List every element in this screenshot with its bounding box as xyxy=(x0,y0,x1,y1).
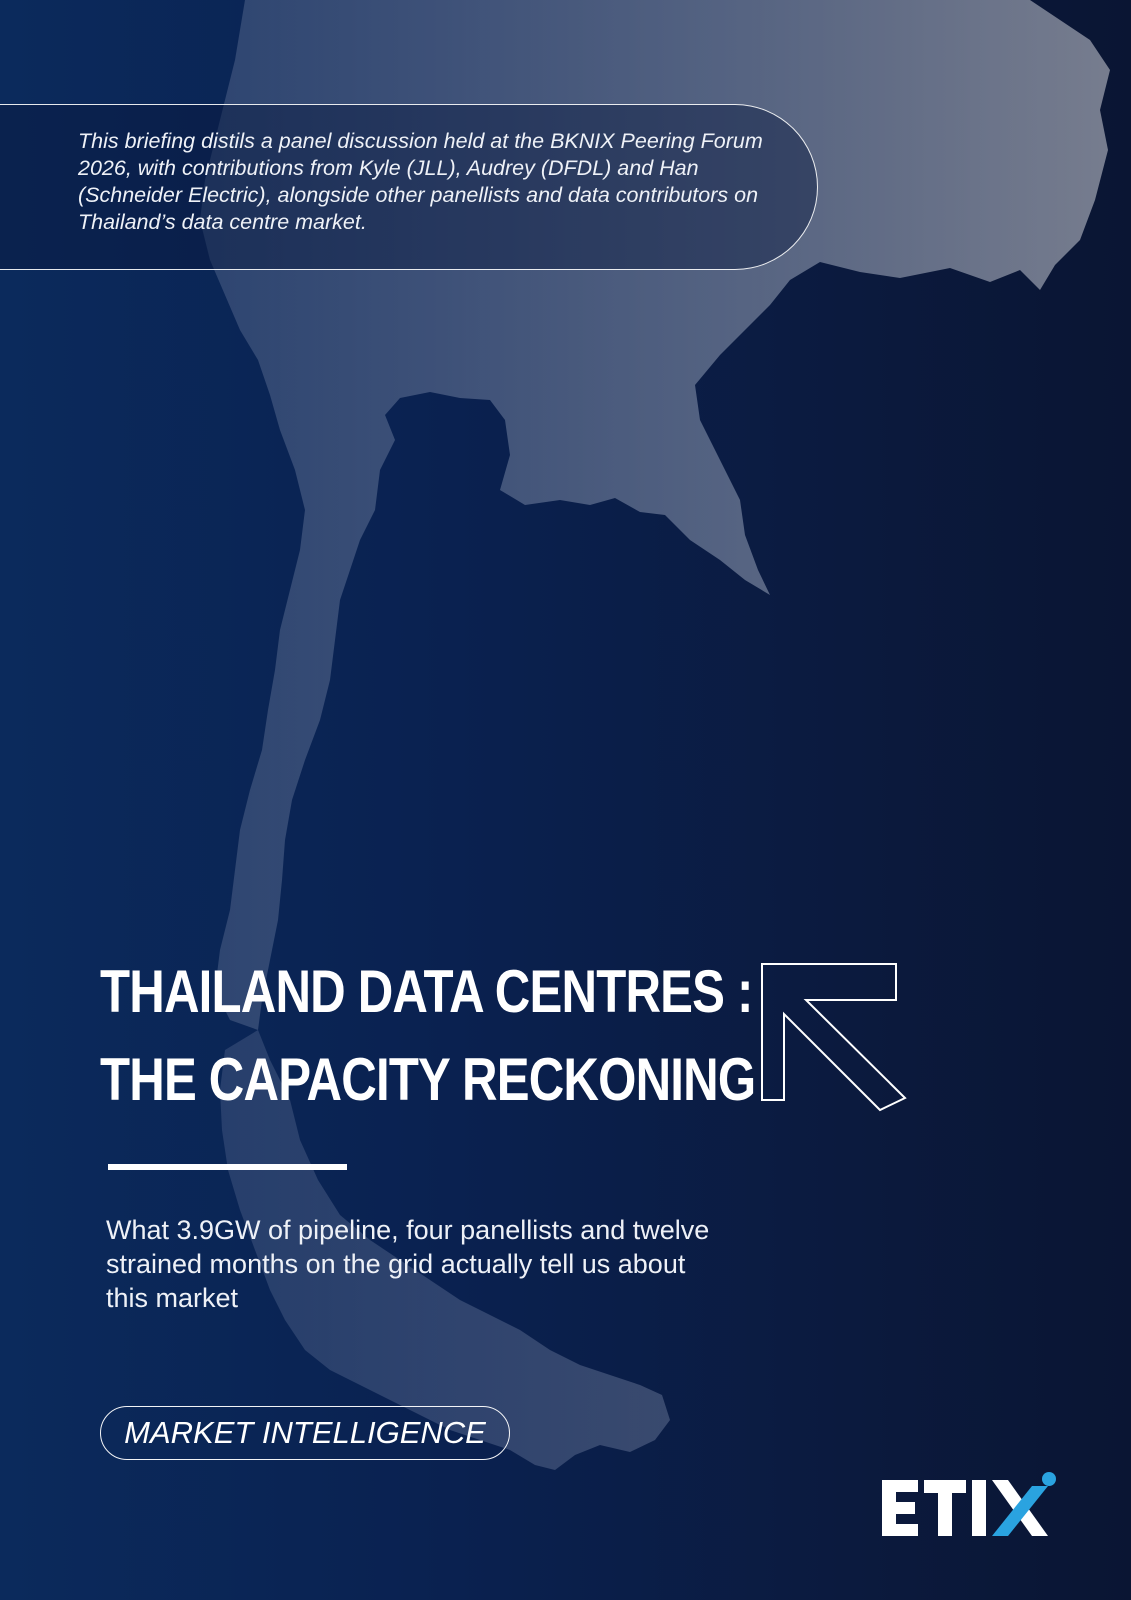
page-title xyxy=(100,948,756,1124)
title-line-1: THAILAND DATA CENTRES : xyxy=(100,958,753,1025)
category-tag-label: MARKET INTELLIGENCE xyxy=(124,1415,486,1450)
divider-rule xyxy=(108,1164,347,1170)
subtitle: What 3.9GW of pipeline, four panellists and twelve strained months on the grid actually tell us about this market xyxy=(106,1215,710,1313)
category-tag xyxy=(100,1406,510,1460)
etix-logo xyxy=(880,1472,1060,1542)
title-line-2: THE CAPACITY RECKONING xyxy=(100,1046,756,1113)
arrow-up-left-icon xyxy=(750,958,910,1118)
intro-text: This briefing distils a panel discussion held at the BKNIX Peering Forum 2026, with contributions from Kyle (JLL), Audrey (DFDL) and Han (Schneider Electric), alongside other panellists and data contributors on Thailand’s data centre market. xyxy=(78,129,763,234)
